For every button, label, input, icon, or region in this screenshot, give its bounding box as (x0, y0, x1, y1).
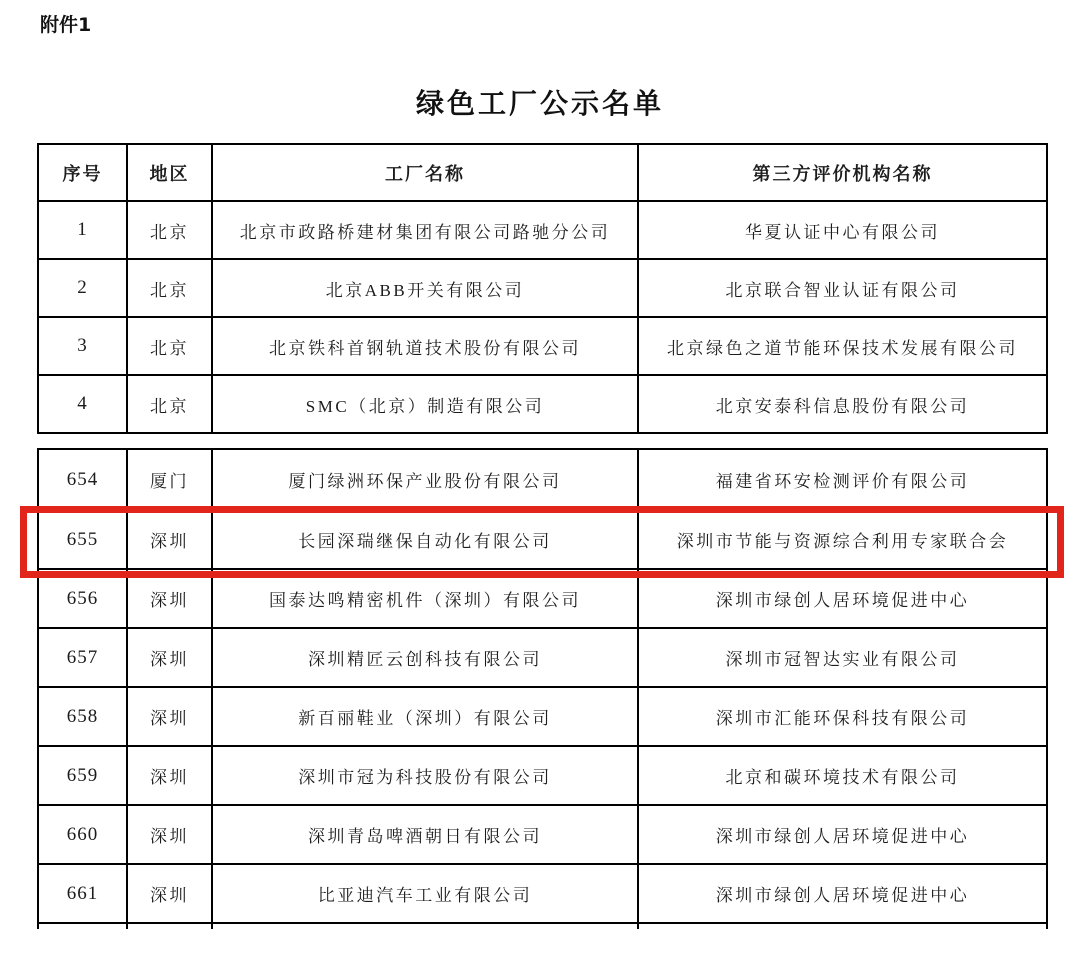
region-cell: 北京 (126, 200, 211, 258)
serial-cell: 659 (39, 745, 126, 804)
table-row (39, 686, 1046, 745)
agency-name-cell: 深圳市冠智达实业有限公司 (637, 627, 1046, 686)
serial-cell: 3 (39, 316, 126, 374)
agency-name-cell: 北京联合智业认证有限公司 (637, 258, 1046, 316)
table-row (39, 258, 1046, 316)
table-row (39, 568, 1046, 627)
agency-name-cell: 深圳市节能与资源综合利用专家联合会 (637, 509, 1046, 568)
factory-name-cell: 北京铁科首钢轨道技术股份有限公司 (211, 316, 637, 374)
serial-cell: 657 (39, 627, 126, 686)
region-cell: 深圳 (126, 568, 211, 627)
agency-name-cell: 深圳市绿创人居环境促进中心 (637, 863, 1046, 922)
region-cell: 北京 (126, 316, 211, 374)
table-row (39, 509, 1046, 568)
factory-name-cell: 新百丽鞋业（深圳）有限公司 (211, 686, 637, 745)
factory-name-cell: 北京市政路桥建材集团有限公司路驰分公司 (211, 200, 637, 258)
col-header-region: 地区 (126, 145, 211, 200)
factory-name-cell: SMC（北京）制造有限公司 (211, 374, 637, 432)
serial-cell: 2 (39, 258, 126, 316)
agency-name-cell: 北京和碳环境技术有限公司 (637, 745, 1046, 804)
agency-name-cell: 深圳市绿创人居环境促进中心 (637, 804, 1046, 863)
page-title: 绿色工厂公示名单 (415, 87, 664, 120)
attachment-label: 附件1 (40, 14, 92, 36)
table-section-top (37, 143, 1048, 434)
serial-cell: 655 (39, 509, 126, 568)
factory-name-cell: 深圳市冠为科技股份有限公司 (211, 745, 637, 804)
table-row (39, 804, 1046, 863)
agency-name-cell: 深圳市汇能环保科技有限公司 (637, 686, 1046, 745)
region-cell: 厦门 (126, 450, 211, 509)
region-cell: 深圳 (126, 509, 211, 568)
region-cell: 深圳 (126, 863, 211, 922)
factory-name-cell: 北京ABB开关有限公司 (211, 258, 637, 316)
stub-cell (637, 924, 1046, 929)
serial-cell: 661 (39, 863, 126, 922)
serial-cell: 658 (39, 686, 126, 745)
table-row (39, 200, 1046, 258)
agency-name-cell: 深圳市绿创人居环境促进中心 (637, 568, 1046, 627)
agency-name-cell: 华夏认证中心有限公司 (637, 200, 1046, 258)
serial-cell: 660 (39, 804, 126, 863)
table-row (39, 450, 1046, 509)
stub-cell (126, 924, 211, 929)
col-header-serial: 序号 (62, 163, 103, 184)
col-header-factory-name: 工厂名称 (211, 145, 637, 200)
factory-name-cell: 长园深瑞继保自动化有限公司 (211, 509, 637, 568)
table-row (39, 316, 1046, 374)
serial-cell: 4 (39, 374, 126, 432)
region-cell: 深圳 (126, 745, 211, 804)
table-row (39, 745, 1046, 804)
table-row (39, 627, 1046, 686)
region-cell: 深圳 (126, 627, 211, 686)
stub-cell (211, 924, 637, 929)
factory-name-cell: 深圳精匠云创科技有限公司 (211, 627, 637, 686)
table-row (39, 863, 1046, 922)
agency-name-cell: 北京绿色之道节能环保技术发展有限公司 (637, 316, 1046, 374)
factory-name-cell: 国泰达鸣精密机件（深圳）有限公司 (211, 568, 637, 627)
agency-name-cell: 北京安泰科信息股份有限公司 (637, 374, 1046, 432)
table-header-row (39, 145, 1046, 200)
table-section-bottom (37, 448, 1048, 924)
table-row (39, 374, 1046, 432)
stub-cell (39, 924, 126, 929)
serial-cell: 654 (66, 468, 99, 490)
col-header-agency-name: 第三方评价机构名称 (637, 145, 1046, 200)
region-cell: 深圳 (126, 804, 211, 863)
table-cutoff-row-stub (37, 924, 1048, 929)
serial-cell: 1 (39, 200, 126, 258)
agency-name-cell: 福建省环安检测评价有限公司 (637, 450, 1046, 509)
factory-name-cell: 比亚迪汽车工业有限公司 (211, 863, 637, 922)
region-cell: 北京 (126, 374, 211, 432)
factory-name-cell: 厦门绿洲环保产业股份有限公司 (211, 450, 637, 509)
region-cell: 北京 (126, 258, 211, 316)
region-cell: 深圳 (126, 686, 211, 745)
factory-name-cell: 深圳青岛啤酒朝日有限公司 (211, 804, 637, 863)
serial-cell: 656 (39, 568, 126, 627)
